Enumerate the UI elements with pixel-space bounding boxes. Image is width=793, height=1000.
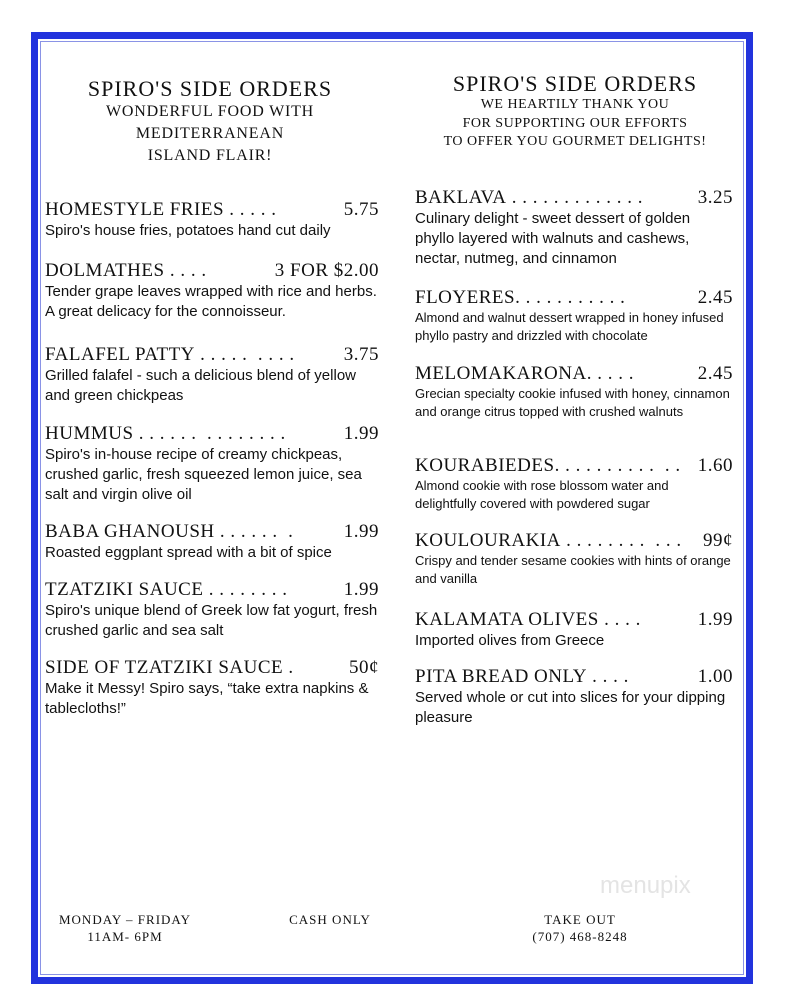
- menu-item-price: 50¢: [349, 657, 379, 678]
- menu-item-leader-dots: . . . . .: [586, 363, 640, 384]
- menu-item: [415, 287, 733, 344]
- menu-item-description: Roasted eggplant spread with a bit of spice: [45, 544, 332, 561]
- menu-item-heading: [45, 657, 379, 679]
- takeout: [505, 911, 655, 945]
- left-subtitle-1: WONDERFUL FOOD WITH: [105, 103, 315, 120]
- menu-item: [45, 260, 379, 322]
- menu-item: [45, 423, 379, 505]
- menu-item-leader-dots: . . . . . . . . . . . . . .: [133, 423, 292, 444]
- left-header: [45, 77, 375, 167]
- menu-item-description: Almond cookie with rose blossom water and delightfully covered with powdered sugar: [415, 478, 669, 511]
- menu-item-name: FLOYERES: [415, 287, 516, 308]
- menu-item: [45, 199, 379, 241]
- menu-item-description: Culinary delight - sweet dessert of golden phyllo layered with walnuts and cashews, nectar, nutmeg, and cinnamon: [415, 210, 691, 267]
- menu-item-name: SIDE OF TZATZIKI SAUCE: [45, 657, 284, 678]
- menu-item-heading: [415, 287, 733, 309]
- menu-item-heading: [45, 579, 379, 601]
- menu-item-price: 1.60: [697, 455, 733, 476]
- menu-item-heading: [415, 609, 733, 631]
- menu-item-leader-dots: . . . . . . . . . . . .: [554, 455, 686, 476]
- right-title: SPIRO'S SIDE ORDERS: [452, 71, 698, 96]
- menu-item-leader-dots: . . . . . . . . . . .: [515, 287, 631, 308]
- menu-item-price: 2.45: [697, 363, 733, 384]
- menu-item-name: HOMESTYLE FRIES: [45, 199, 225, 220]
- menu-item-leader-dots: . . . . . . . . . . . . .: [506, 187, 649, 208]
- watermark: menupix: [600, 872, 691, 899]
- menu-item-price: 1.00: [697, 666, 733, 687]
- menu-item-name: HUMMUS: [45, 423, 134, 444]
- takeout-phone[interactable]: (707) 468-8248: [532, 929, 628, 944]
- menu-item-leader-dots: . . . . . . . .: [203, 579, 293, 600]
- menu-item-description: Served whole or cut into slices for your dipping pleasure: [415, 689, 726, 726]
- menu-item-heading: [45, 521, 379, 543]
- menu-item-description: Make it Messy! Spiro says, “take extra napkins & tablecloths!”: [45, 680, 369, 717]
- hours-time: 11AM- 6PM: [87, 929, 163, 944]
- menu-item: [45, 657, 379, 719]
- menu-item: [415, 666, 733, 728]
- menu-item: [415, 187, 733, 269]
- payment-note: CASH ONLY: [289, 912, 371, 927]
- menu-item-price: 3.75: [343, 344, 379, 365]
- menu-item-name: BABA GHANOUSH: [45, 521, 215, 542]
- left-subtitle-3: ISLAND FLAIR!: [147, 147, 273, 164]
- menu-item-heading: [45, 423, 379, 445]
- menu-item-name: TZATZIKI SAUCE: [45, 579, 204, 600]
- menu-item-price: 1.99: [697, 609, 733, 630]
- menu-item-name: KALAMATA OLIVES: [415, 609, 599, 630]
- menu-item-price: 1.99: [343, 579, 379, 600]
- menu-item-name: KOURABIEDES: [415, 455, 555, 476]
- menu-item-heading: [415, 187, 733, 209]
- menu-item-description: Spiro's unique blend of Greek low fat yogurt, fresh crushed garlic and sea salt: [45, 602, 378, 639]
- takeout-label: TAKE OUT: [544, 912, 616, 927]
- menu-item-description: Tender grape leaves wrapped with rice and herbs. A great delicacy for the connoisseur.: [45, 283, 377, 320]
- menu-item-leader-dots: . . . . . . .: [214, 521, 299, 542]
- menu-item-heading: [45, 344, 379, 366]
- menu-item-leader-dots: .: [283, 657, 299, 678]
- menu-item-leader-dots: . . . . . . . . .: [194, 344, 300, 365]
- menu-item-leader-dots: . . . . . . . . . . .: [560, 530, 687, 551]
- menu-item-description: Spiro's house fries, potatoes hand cut daily: [45, 222, 331, 239]
- menu-item: [415, 455, 733, 512]
- menu-item-price: 3 FOR $2.00: [274, 260, 379, 281]
- right-header: [410, 72, 740, 152]
- menu-item-heading: [45, 260, 379, 282]
- menu-item-name: DOLMATHES: [45, 260, 165, 281]
- menu-item-heading: [415, 666, 733, 688]
- menu-item-leader-dots: . . . . .: [224, 199, 282, 220]
- menu-item-heading: [415, 455, 733, 477]
- menu-item: [415, 363, 733, 420]
- menu-item-leader-dots: . . . .: [164, 260, 212, 281]
- menu-item-name: BAKLAVA: [415, 187, 507, 208]
- menu-item-description: Spiro's in-house recipe of creamy chickpeas, crushed garlic, fresh squeezed lemon juice, sea salt and virgin olive oil: [45, 446, 362, 503]
- menu-item-description: Imported olives from Greece: [415, 632, 605, 649]
- menu-item-price: 2.45: [697, 287, 733, 308]
- menu-item-heading: [45, 199, 379, 221]
- menu-item-price: 1.99: [343, 521, 379, 542]
- right-subtitle-1: WE HEARTILY THANK YOU: [480, 97, 670, 112]
- menu-item-heading: [415, 363, 733, 385]
- menu-item-description: Grecian specialty cookie infused with honey, cinnamon and orange citrus topped with crushed walnuts: [415, 386, 730, 419]
- left-subtitle-2: MEDITERRANEAN: [135, 125, 285, 142]
- menu-item-name: KOULOURAKIA: [415, 530, 561, 551]
- menu-item-description: Crispy and tender sesame cookies with hints of orange and vanilla: [415, 553, 731, 586]
- right-subtitle-3: TO OFFER YOU GOURMET DELIGHTS!: [443, 134, 707, 149]
- menu-item-price: 5.75: [343, 199, 379, 220]
- menu-item: [45, 344, 379, 406]
- menu-item-heading: [415, 530, 733, 552]
- menu-item-description: Grilled falafel - such a delicious blend of yellow and green chickpeas: [45, 367, 356, 404]
- menu-item-name: MELOMAKARONA: [415, 363, 587, 384]
- menu-item-price: 99¢: [703, 530, 733, 551]
- right-subtitle-2: FOR SUPPORTING OUR EFFORTS: [462, 115, 688, 131]
- menu-item-name: PITA BREAD ONLY: [415, 666, 587, 687]
- menu-item-description: Almond and walnut dessert wrapped in honey infused phyllo pastry and drizzled with chocolate: [415, 310, 724, 343]
- menu-item-price: 3.25: [697, 187, 733, 208]
- left-title: SPIRO'S SIDE ORDERS: [87, 76, 333, 101]
- menu-item-leader-dots: . . . .: [586, 666, 635, 687]
- menu-item: [415, 609, 733, 651]
- menu-item: [415, 530, 733, 587]
- menu-item: [45, 521, 379, 563]
- menu-item: [45, 579, 379, 641]
- menu-item-price: 1.99: [343, 423, 379, 444]
- menu-item-leader-dots: . . . .: [598, 609, 647, 630]
- hours-days: MONDAY – FRIDAY: [58, 912, 192, 927]
- hours: [50, 911, 200, 945]
- menu-item-name: FALAFEL PATTY: [45, 344, 195, 365]
